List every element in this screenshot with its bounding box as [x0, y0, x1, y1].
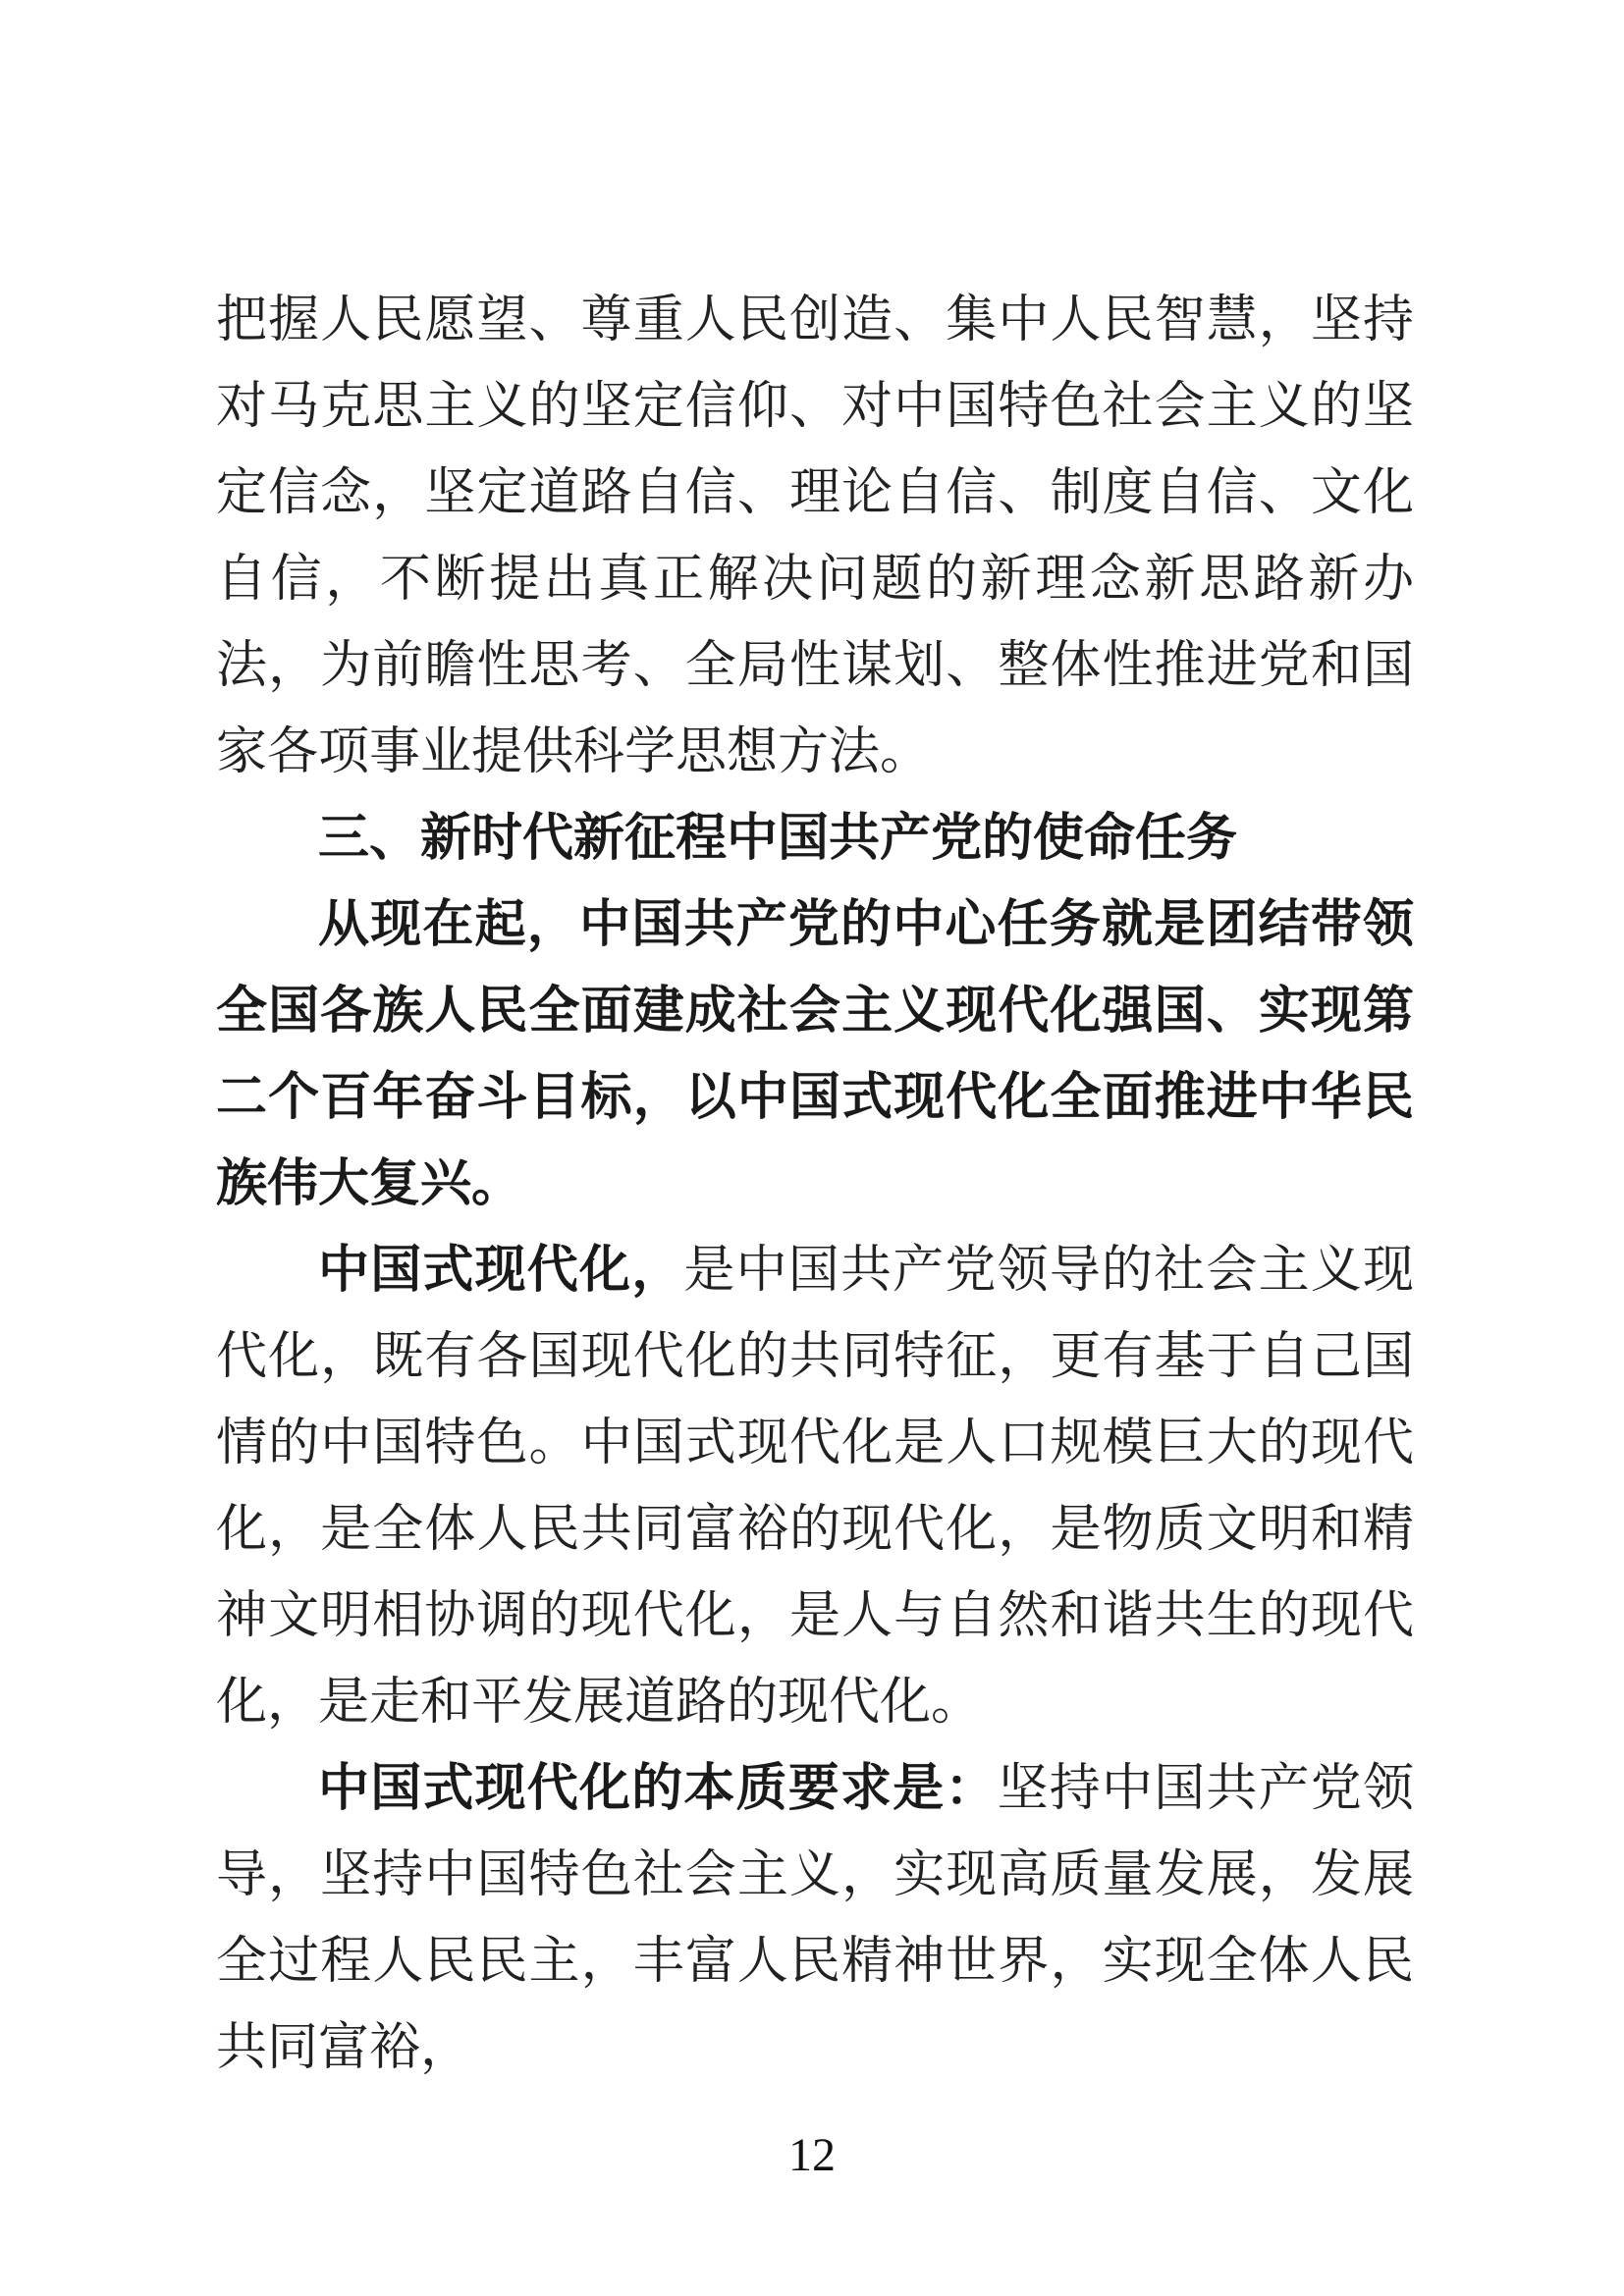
paragraph-bold: 从现在起，中国共产党的中心任务就是团结带领全国各族人民全面建成社会主义现代化强国、实现第二个百年奋斗目标，以中国式现代化全面推进中华民族伟大复兴。 [216, 895, 1414, 1213]
paragraph-continued: 把握人民愿望、尊重人民创造、集中人民智慧，坚持对马克思主义的坚定信仰、对中国特色社会主义的坚定信念，坚定道路自信、理论自信、制度自信、文化自信，不断提出真正解决问题的新理念新思路新办法，为前瞻性思考、全局性谋划、整体性推进党和国家各项事业提供科学思想方法。 [216, 291, 1414, 781]
paragraph-lead-bold [216, 1745, 1414, 2091]
section-heading: 三、新时代新征程中国共产党的使命任务 [318, 809, 1238, 868]
paragraph-text: 是中国共产党领导的社会主义现代化，既有各国现代化的共同特征，更有基于自己国情的中国特色。中国式现代化是人口规模巨大的现代化，是全体人民共同富裕的现代化，是物质文明和精神文明相协调的现代化，是人与自然和谐共生的现代化，是走和平发展道路的现代化。 [216, 1241, 1414, 1732]
paragraph-lead: 中国式现代化的本质要求是： [318, 1759, 998, 1818]
page-number: 12 [788, 2129, 836, 2181]
text-content [216, 277, 1414, 2091]
paragraph-lead-bold [216, 1227, 1414, 1745]
paragraph-lead: 中国式现代化， [318, 1241, 684, 1300]
paragraph-text: 坚持中国共产党领导，坚持中国特色社会主义，实现高质量发展，发展全过程人民民主，丰富人民精神世界，实现全体人民共同富裕， [216, 1759, 1414, 2077]
